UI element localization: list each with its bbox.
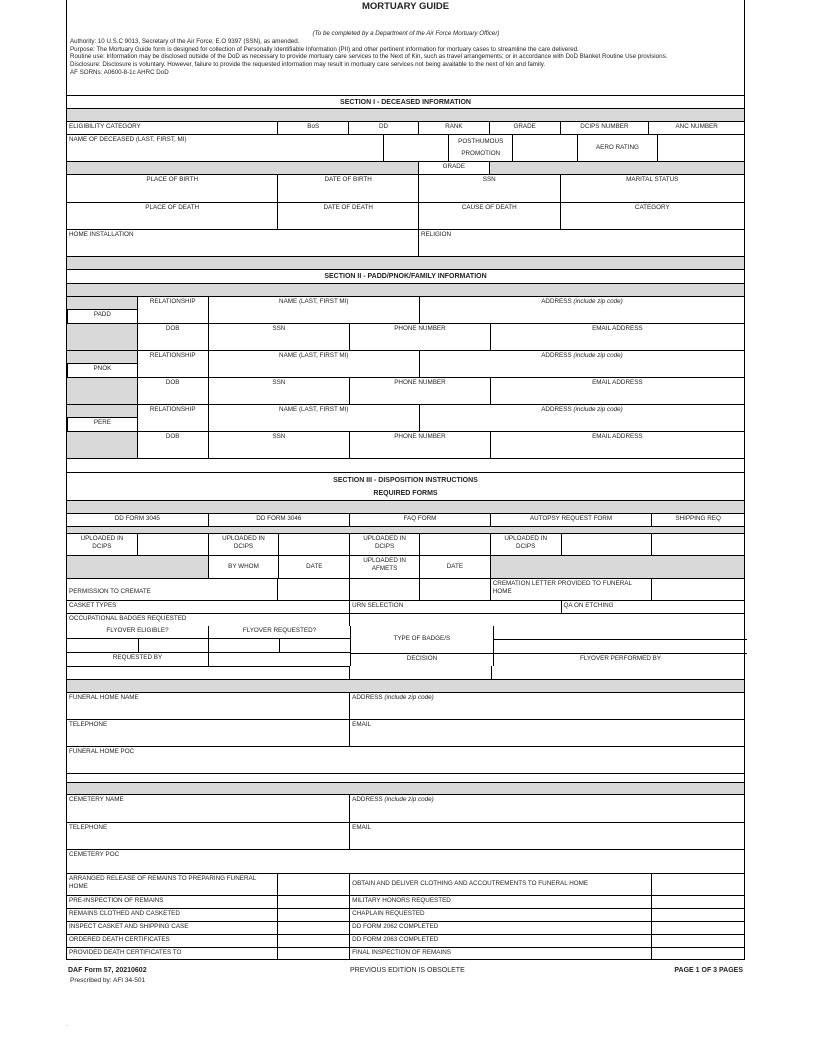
badges-row [66,613,745,626]
checklist-value[interactable] [651,948,744,959]
promotion-grade-row [66,161,745,174]
checklist-value[interactable] [651,896,744,908]
checklist-item-dd2063[interactable]: DD FORM 2063 COMPLETED [349,935,651,947]
family-group-pnok [66,350,745,404]
family-group-padd [66,296,745,350]
gray-band [66,256,745,269]
address-field[interactable]: ADDRESS (include zip code) [419,297,744,323]
uploaded-dcips-autopsy-value[interactable] [561,534,652,555]
birth-row [66,174,745,202]
requested-by-field[interactable]: REQUESTED BY [112,653,163,661]
date-of-death-field[interactable]: DATE OF DEATH [277,203,418,229]
grade-field[interactable]: GRADE [489,122,560,134]
cemetery-contact-row [66,822,745,849]
dd-form-3046[interactable]: DD FORM 3046 [208,514,350,526]
uploaded-dcips-3045-value[interactable] [137,534,208,555]
checklist-row [66,921,745,934]
checklist-value[interactable] [277,896,349,908]
checklist-value[interactable] [651,922,744,934]
email-field[interactable]: EMAIL ADDRESS [490,324,744,350]
dcips-number-field[interactable]: DCIPS NUMBER [560,122,649,134]
requested-by-extra[interactable] [67,666,349,679]
cemetery-telephone-field[interactable]: TELEPHONE [69,824,108,831]
cremate-blank[interactable] [419,579,490,600]
checklist-item-pre-inspection[interactable]: PRE-INSPECTION OF REMAINS [69,897,164,904]
gray-band [66,500,745,513]
home-installation-field[interactable]: HOME INSTALLATION [69,231,134,238]
checklist-row [66,934,745,947]
ssn-field[interactable]: SSN [208,432,350,458]
funeral-home-poc-row [66,746,745,773]
relationship-row [66,350,745,377]
funeral-home-name-field[interactable]: FUNERAL HOME NAME [69,694,139,701]
bos-field[interactable]: BoS [277,122,348,134]
religion-field[interactable]: RELIGION [418,230,744,256]
occupational-badges-field[interactable]: OCCUPATIONAL BADGES REQUESTED [69,615,187,622]
form-title: MORTUARY GUIDE [66,0,745,15]
uploaded-dcips-3046-value[interactable] [278,534,349,555]
flyover-left [67,626,350,666]
checklist [66,895,745,960]
decision-row [351,653,747,666]
gray-band [67,556,208,578]
obtain-clothing-value[interactable] [651,874,744,895]
gray-band [67,297,137,309]
phone-field[interactable]: PHONE NUMBER [349,378,490,404]
cemetery-poc-field[interactable]: CEMETERY POC [69,851,120,858]
qa-on-etching-field[interactable]: QA ON ETCHING [561,601,744,613]
dob-field[interactable]: DOB [137,324,208,350]
name-field[interactable]: NAME (LAST, FIRST MI) [208,405,419,431]
decision-field[interactable]: DECISION [406,655,438,662]
uploaded-dcips-autopsy[interactable]: UPLOADED IN DCIPS [490,534,561,555]
relationship-field[interactable]: RELATIONSHIP [137,405,208,431]
checklist-row [66,908,745,921]
flyover-performed-value[interactable] [491,666,744,679]
section-1-header: SECTION I - DECEASED INFORMATION [66,95,745,108]
checklist-row [66,947,745,960]
dob-field[interactable]: DOB [137,378,208,404]
uploaded-row [66,533,745,555]
name-of-deceased-field[interactable]: NAME OF DECEASED (LAST, FIRST, MI) [67,135,384,161]
gray-band [67,162,418,174]
relationship-field[interactable]: RELATIONSHIP [137,297,208,323]
aero-rating-field[interactable]: AERO RATING [577,135,658,161]
cremation-letter-field[interactable]: CREMATION LETTER PROVIDED TO FUNERAL HOME [490,579,652,600]
marital-status-field[interactable]: MARITAL STATUS [560,175,744,202]
badge-right [350,626,747,666]
section-3-header: SECTION III - DISPOSITION INSTRUCTIONS REQUIRED FORMS [66,472,745,500]
badge-type-row [351,626,747,653]
ssn-field[interactable]: SSN [418,175,560,202]
funeral-home-telephone-field[interactable]: TELEPHONE [69,721,108,728]
cremate-blank[interactable] [349,579,419,600]
sorns-text: AF SORNs: A0600-8-1c AHRC DoD [70,68,169,76]
section-2-header: SECTION II - PADD/PNOK/FAMILY INFORMATION [66,269,745,283]
dd-form-3045[interactable]: DD FORM 3045 [114,515,160,522]
place-of-birth-field[interactable]: PLACE OF BIRTH [146,176,199,183]
aero-rating-value[interactable] [657,135,744,161]
family-group-pere [66,404,745,458]
decision-values-row [66,666,745,679]
cremation-letter-value[interactable] [651,579,744,600]
category-field[interactable]: CATEGORY [560,203,744,229]
dob-field[interactable]: DOB [137,432,208,458]
checklist-row [66,895,745,908]
checklist-item-clothed[interactable]: REMAINS CLOTHED AND CASKETED [69,910,180,917]
obtain-clothing-item[interactable]: OBTAIN AND DELIVER CLOTHING AND ACCOUTREMENTS TO FUNERAL HOME [349,874,651,895]
badges-blank[interactable] [349,614,744,626]
name-field[interactable]: NAME (LAST, FIRST MI) [208,351,419,377]
permission-to-cremate-value[interactable] [277,579,349,600]
urn-selection-field[interactable]: URN SELECTION [349,601,560,613]
relationship-field[interactable]: RELATIONSHIP [137,351,208,377]
eligibility-row [66,121,745,134]
gray-band [66,283,745,296]
name-field[interactable]: NAME (LAST, FIRST MI) [208,297,419,323]
purpose-text: Purpose: The Mortuary Guide form is designed for collection of Personally Identifiable Information (PII) and other pertinent information for mortuary cases to streamline the care delivered. [70,45,579,53]
uploaded-dcips-3045[interactable]: UPLOADED IN DCIPS [80,535,124,550]
cemetery-address-field[interactable]: ADDRESS (include zip code) [349,795,744,822]
death-row [66,202,745,229]
funeral-home-address-field[interactable]: ADDRESS (include zip code) [349,693,744,719]
date-field-faq[interactable]: DATE [419,556,490,578]
routine-use-text: Routine use: Information may be disclosed outside of the DoD as necessary to provide mortuary care services to the Next of Kin, such as travel arrangements; or in accordance with DoD Blanket Routine Use provisions. [70,53,668,61]
cemetery-row [66,794,745,822]
arranged-release-item[interactable]: ARRANGED RELEASE OF REMAINS TO PREPARING FUNERAL HOME [69,875,257,890]
address-field[interactable]: ADDRESS (include zip code) [419,405,744,431]
flyover-requested-field[interactable]: FLYOVER REQUESTED? [208,626,350,638]
funeral-home-row [66,692,745,719]
requested-by-value[interactable] [208,653,350,666]
gray-band [66,108,745,121]
dd-field[interactable]: DD [348,122,418,134]
ssn-field[interactable]: SSN [208,324,350,350]
disclosure-text: Disclosure: Disclosure is voluntary. However, failure to provide the requested information may result in mortuary care services not being available to the next of kin and family. [70,61,546,69]
relationship-row [66,296,745,323]
flyover-block [66,626,745,666]
flyover-performed-field[interactable]: FLYOVER PERFORMED BY [493,654,747,666]
checklist-item-ordered-dc[interactable]: ORDERED DEATH CERTIFICATES [69,936,170,943]
posthumous-promotion-value[interactable] [512,135,576,161]
privacy-act-statement [66,15,745,95]
gray-band [67,351,137,363]
checklist-value[interactable] [277,948,349,959]
group-label-cell [67,297,137,323]
flyover-eligible-yes[interactable] [67,639,138,651]
checklist-value[interactable] [277,935,349,947]
mortuary-guide-form [66,0,745,960]
by-whom-row [66,555,745,578]
checklist-value[interactable] [277,909,349,921]
ssn-field[interactable]: SSN [208,378,350,404]
gray-band [67,405,137,417]
checklist-item-provided-dc[interactable]: PROVIDED DEATH CERTIFICATES TO [69,949,182,956]
date-of-birth-field[interactable]: DATE OF BIRTH [277,175,418,202]
rank-field[interactable]: RANK [418,122,489,134]
gray-band [67,378,137,404]
uploaded-dcips-3046[interactable]: UPLOADED IN DCIPS [208,534,279,555]
faq-form[interactable]: FAQ FORM [349,514,490,526]
checklist-item-dd2062[interactable]: DD FORM 2062 COMPLETED [349,922,651,934]
email-field[interactable]: EMAIL ADDRESS [490,432,744,458]
group-label-cell [67,405,137,431]
group-label: PNOK [67,363,137,377]
authority-text: Authority: 10 U.S.C 9013, Secretary of the Air Force; E.O 9397 (SSN), as amended. [70,37,300,45]
group-label: PADD [67,309,137,323]
gray-band [67,324,137,350]
gray-band [66,782,745,794]
group-label: PERE [67,417,137,431]
requested-by-row [67,652,350,666]
checklist-item-honors[interactable]: MILITARY HONORS REQUESTED [349,896,651,908]
relationship-row [66,404,745,431]
casket-types-field[interactable]: CASKET TYPES [69,602,117,609]
checklist-item-inspect-casket[interactable]: INSPECT CASKET AND SHIPPING CASE [69,923,189,930]
cemetery-poc-row [66,849,745,873]
date-field-3046[interactable]: DATE [278,556,349,578]
installation-row [66,229,745,256]
gray-band [489,162,744,174]
decision-value[interactable] [349,666,491,679]
page-dot: . [66,1022,68,1028]
phone-field[interactable]: PHONE NUMBER [349,324,490,350]
name-row [66,134,745,161]
checklist-item-chaplain[interactable]: CHAPLAIN REQUESTED [349,909,651,921]
eligibility-field[interactable]: ELIGIBILITY CATEGORY [69,123,141,130]
badge-type-values [493,626,747,653]
permission-to-cremate-field[interactable]: PERMISSION TO CREMATE [69,588,151,595]
funeral-home-email-field[interactable]: EMAIL [349,720,744,746]
uploaded-afmets[interactable]: UPLOADED IN AFMETS [349,556,419,578]
checklist-item-final-inspection[interactable]: FINAL INSPECTION OF REMAINS [349,948,651,959]
uploaded-dcips-faq[interactable]: UPLOADED IN DCIPS [349,534,419,555]
arranged-release-value[interactable] [277,874,349,895]
checklist-value[interactable] [651,909,744,921]
completed-by-note: (To be completed by a Department of the Air Force Mortuary Officer) [312,30,500,37]
dob-row [66,431,745,458]
casket-row [66,600,745,613]
promotion-grade-field[interactable]: GRADE [418,162,489,174]
checklist-value[interactable] [277,922,349,934]
dob-row [66,377,745,404]
flyover-eligible-no[interactable] [138,639,208,651]
family-groups [66,296,745,458]
anc-number-field[interactable]: ANC NUMBER [648,122,744,134]
address-field[interactable]: ADDRESS (include zip code) [419,351,744,377]
by-whom-field[interactable]: BY WHOM [208,556,279,578]
spacer-row [66,773,745,782]
gray-band [66,458,745,472]
badge-type-value-1[interactable] [494,626,747,639]
email-field[interactable]: EMAIL ADDRESS [490,378,744,404]
flyover-labels [67,626,350,638]
cemetery-name-field[interactable]: CEMETERY NAME [69,796,124,803]
page-number: PAGE 1 OF 3 PAGES [674,967,743,974]
prescribed-by: Prescribed by: AFI 34-501 [70,977,146,984]
gray-band [490,556,744,578]
autopsy-request-form[interactable]: AUTOPSY REQUEST FORM [490,514,652,526]
place-of-death-field[interactable]: PLACE OF DEATH [145,204,200,211]
form-number: DAF Form 57, 20210602 [68,967,147,974]
required-forms-row [66,513,745,526]
checklist-value[interactable] [651,935,744,947]
gray-band [66,679,745,692]
flyover-requested-yes[interactable] [208,639,279,651]
cremate-row [66,578,745,600]
uploaded-dcips-faq-value[interactable] [419,534,490,555]
posthumous-promotion-field[interactable]: POSTHUMOUS PROMOTION [448,135,512,161]
gray-band [66,526,745,533]
cause-of-death-field[interactable]: CAUSE OF DEATH [418,203,560,229]
previous-edition-note: PREVIOUS EDITION IS OBSOLETE [350,967,465,974]
dob-row [66,323,745,350]
shipping-req[interactable]: SHIPPING REQ [651,514,744,526]
phone-field[interactable]: PHONE NUMBER [349,432,490,458]
cemetery-email-field[interactable]: EMAIL [349,823,744,849]
flyover-requested-no[interactable] [279,639,350,651]
gray-band [67,432,137,458]
funeral-home-contact-row [66,719,745,746]
type-of-badge-field[interactable]: TYPE OF BADGE/S [393,635,451,642]
group-label-cell [67,351,137,377]
shipping-req-value[interactable] [651,534,744,555]
funeral-home-poc-field[interactable]: FUNERAL HOME POC [69,748,135,755]
flyover-values [67,638,350,651]
flyover-eligible-field[interactable]: FLYOVER ELIGIBLE? [106,627,169,634]
checklist-row-1 [66,873,745,895]
badge-type-value-2[interactable] [494,639,747,653]
